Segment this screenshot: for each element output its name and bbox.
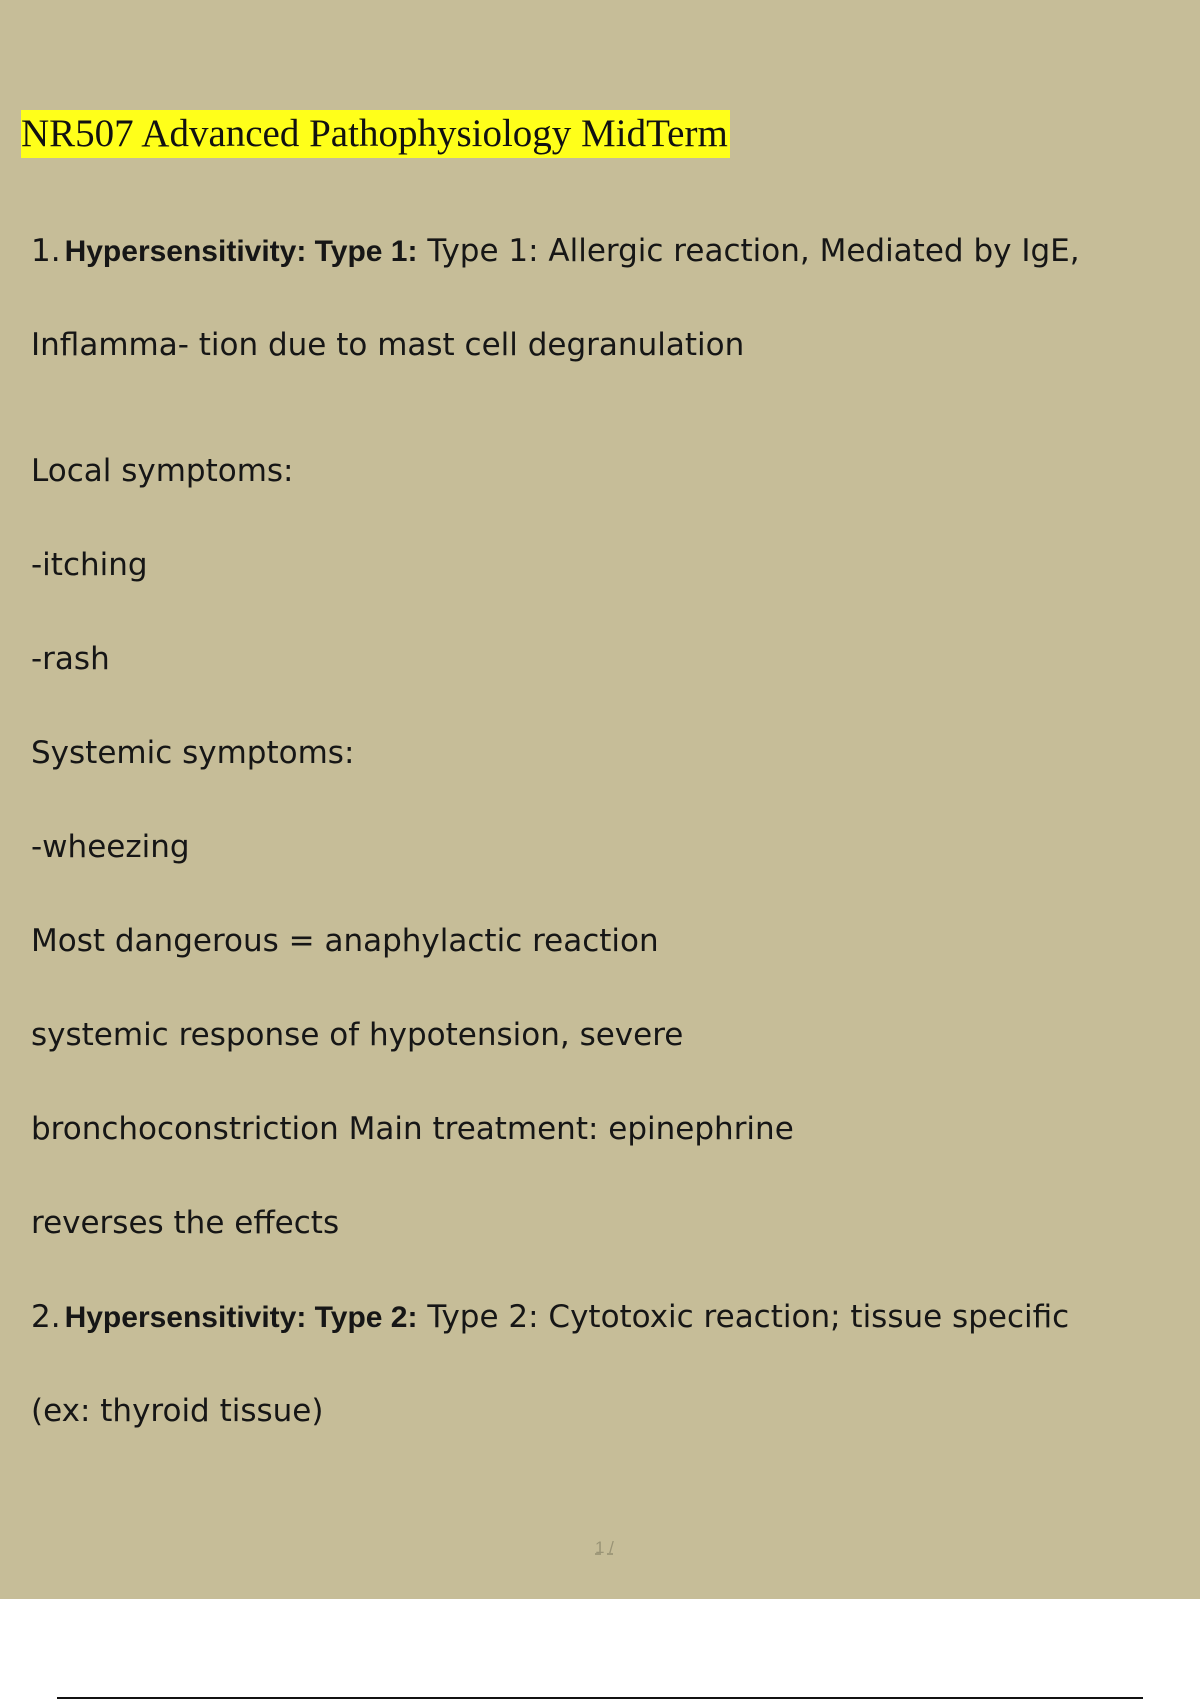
text-line-local-symptoms: Local symptoms:: [31, 453, 294, 489]
document-title: NR507 Advanced Pathophysiology MidTerm: [21, 110, 730, 158]
text-line-thyroid: (ex: thyroid tissue): [31, 1393, 324, 1429]
text-line-rash: -rash: [31, 641, 110, 677]
text-line-wheezing: -wheezing: [31, 829, 190, 865]
text-line-reverses: reverses the effects: [31, 1205, 340, 1241]
question-2-term: Hypersensitivity: Type 2:: [64, 1301, 418, 1334]
text-line-most-dangerous: Most dangerous = anaphylactic reaction: [31, 923, 659, 959]
text-line-systemic-response: systemic response of hypotension, severe: [31, 1017, 684, 1053]
question-2-line: [31, 1297, 1069, 1338]
page-number: 1 /: [595, 1538, 614, 1557]
text-line-inflammation: Inflamma- tion due to mast cell degranulation: [31, 327, 745, 363]
text-line-bronchoconstriction: bronchoconstriction Main treatment: epinephrine: [31, 1111, 794, 1147]
question-1-answer: Type 1: Allergic reaction, Mediated by IgE,: [417, 233, 1080, 269]
question-2-number: 2.: [31, 1299, 61, 1335]
question-1-number: 1.: [31, 233, 61, 269]
question-1-line: [31, 231, 1080, 272]
page-divider-rule: [57, 1697, 1143, 1699]
text-line-itching: -itching: [31, 547, 148, 583]
text-line-systemic-symptoms: Systemic symptoms:: [31, 735, 355, 771]
question-1-term: Hypersensitivity: Type 1:: [64, 235, 418, 268]
question-2-answer: Type 2: Cytotoxic reaction; tissue specific: [417, 1299, 1070, 1335]
